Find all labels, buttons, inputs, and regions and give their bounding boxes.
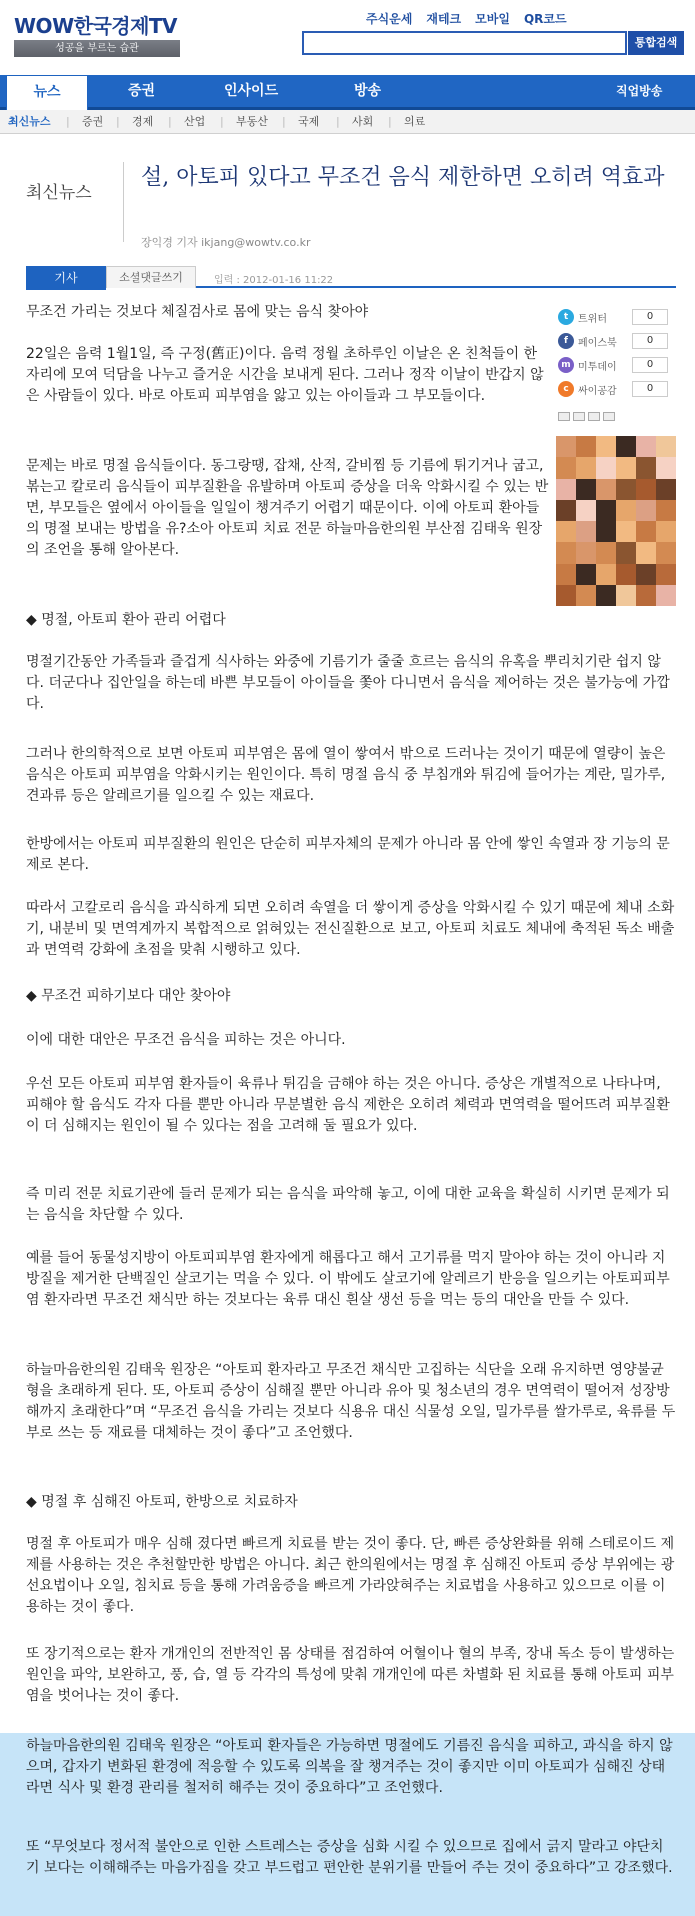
photo-pixel (616, 479, 636, 500)
nav-inside[interactable]: 인사이드 (224, 83, 279, 99)
photo-pixel (596, 500, 616, 521)
paragraph: 문제는 바로 명절 음식들이다. 동그랑땡, 잡채, 산적, 갈비찜 등 기름에 튀기거나 굽고, 볶는고 칼로리 음식들이 피부질환을 유발하며 아토피 증상을 더욱 악화시킬 수 있는 반면, 부모들은 옆에서 아이들을 일일이 챙겨주기 어렵기 때문이다. 이에 아토피 환아들의 명절 보내는 방법을 유?소아 아토피 치료 전문 하늘마음한의원 부산점 김태욱 원장의 조언을 통해 알아본다. (26, 458, 549, 558)
paragraph: 그러나 한의학적으로 보면 아토피 피부염은 몸에 열이 쌓여서 밖으로 드러나는 것이기 때문에 열량이 높은 음식은 아토피 피부염을 악화시키는 원인이다. 특히 명절 음식 중 부침개와 튀김에 들어가는 계란, 밀가루, 견과류 등은 알레르기를 일으킬 수 있는 재료다. (26, 746, 666, 804)
main-nav (0, 75, 695, 110)
photo-pixel (616, 436, 636, 457)
photo-pixel (556, 457, 576, 478)
photo-pixel (636, 436, 656, 457)
subnav-medical[interactable]: 의료 (404, 115, 426, 128)
photo-pixel (596, 479, 616, 500)
photo-pixel (556, 436, 576, 457)
subnav-realestate[interactable]: 부동산 (236, 115, 268, 128)
photo-pixel (576, 542, 596, 563)
site-header (0, 0, 695, 70)
photo-pixel (576, 479, 596, 500)
nav-stock[interactable]: 증권 (128, 83, 156, 99)
photo-pixel (616, 457, 636, 478)
logo-slogan: 성공을 부르는 습관 (14, 40, 180, 57)
social-share-box (558, 305, 678, 401)
photo-pixel (556, 542, 576, 563)
top-link-fortune[interactable]: 주식운세 (366, 12, 413, 26)
logo-text: WOW한국경제TV (14, 14, 178, 38)
photo-pixel (656, 521, 676, 542)
photo-pixel (556, 479, 576, 500)
photo-pixel (616, 500, 636, 521)
section-label: 최신뉴스 (26, 183, 92, 203)
photo-pixel (556, 500, 576, 521)
top-link-qrcode[interactable]: QR코드 (523, 12, 567, 26)
title-divider (123, 162, 124, 242)
paragraph: 따라서 고칼로리 음식을 과식하게 되면 오히려 속열을 더 쌓이게 증상을 악화시킬 수 있기 때문에 체내 소화기, 내분비 및 면역계까지 복합적으로 얽혀있는 전신질환으로 보고, 아토피 치료도 체내에 축적된 독소 배출과 면역력 강화에 초점을 맞춰 시행하고 있다. (26, 900, 675, 958)
site-logo[interactable] (14, 14, 182, 58)
photo-pixel (576, 585, 596, 606)
photo-pixel (556, 585, 576, 606)
nav-news[interactable]: 뉴스 (6, 75, 88, 110)
photo-pixel (636, 479, 656, 500)
section-heading: ◆ 명절 후 심해진 아토피, 한방으로 치료하자 (26, 1494, 298, 1510)
font-plus-icon[interactable] (588, 412, 600, 421)
share-count: 0 (632, 357, 668, 373)
share-count: 0 (632, 381, 668, 397)
share-facebook[interactable] (558, 329, 678, 353)
search-button[interactable]: 통합검색 (628, 31, 684, 55)
tab-social-comments[interactable]: 소셜댓글쓰기 (106, 266, 196, 288)
byline: 장익경 기자 ikjang@wowtv.co.kr (141, 236, 311, 249)
share-cyworld[interactable] (558, 377, 678, 401)
photo-pixel (636, 564, 656, 585)
subnav-international[interactable]: 국제 (298, 115, 320, 128)
photo-pixel (596, 564, 616, 585)
print-icon[interactable] (558, 412, 570, 421)
photo-pixel (656, 457, 676, 478)
photo-pixel (616, 521, 636, 542)
photo-pixel (616, 585, 636, 606)
photo-pixel (656, 500, 676, 521)
subnav-economy[interactable]: 경제 (132, 115, 154, 128)
photo-pixel (596, 585, 616, 606)
paragraph: 한방에서는 아토피 피부질환의 원인은 단순히 피부자체의 문제가 아니라 몸 안에 쌓인 속열과 장 기능의 문제로 본다. (26, 836, 670, 873)
paragraph: 이에 대한 대안은 무조건 음식을 피하는 것은 아니다. (26, 1032, 346, 1048)
paragraph: 하늘마음한의원 김태욱 원장은 “아토피 환자라고 무조건 채식만 고집하는 식단을 오래 유지하면 영양불균형을 초래하게 된다. 또, 아토피 증상이 심해질 뿐만 아니라 유아 및 청소년의 경우 면역력이 떨어져 성장방해까지 초래한다”며 “무조건 음식을 가리는 것보다 식용유 대신 식물성 오일, 밀가루를 쌀가루로, 육류를 두부로 쓰는 등 재료를 대체하는 것이 좋다”고 조언했다. (26, 1362, 676, 1441)
paragraph: 즉 미리 전문 치료기관에 들러 문제가 되는 음식을 파악해 놓고, 이에 대한 교육을 확실히 시키면 문제가 되는 음식을 차단할 수 있다. (26, 1186, 670, 1223)
article-title: 설, 아토피 있다고 무조건 음식 제한하면 오히려 역효과 (141, 165, 665, 190)
paragraph: 우선 모든 아토피 피부염 환자들이 육류나 튀김을 금해야 하는 것은 아니다. 증상은 개별적으로 나타나며, 피해야 할 음식도 각자 다를 뿐만 아니라 무분별한 음식 제한은 오히려 체력과 면역력을 떨어뜨려 피부질환이 더 심해지는 원인이 될 수 있다는 점을 고려해 둘 필요가 있다. (26, 1076, 670, 1134)
search-input[interactable] (302, 31, 627, 55)
photo-pixel (576, 500, 596, 521)
subnav-society[interactable]: 사회 (352, 115, 374, 128)
photo-pixel (556, 564, 576, 585)
photo-pixel (576, 436, 596, 457)
paragraph: 명절 후 아토피가 매우 심해 졌다면 빠르게 치료를 받는 것이 좋다. 단, 빠른 증상완화를 위해 스테로이드 제제를 사용하는 것은 추천할만한 방법은 아니다. 최근 한의원에서는 명절 후 심해진 아토피 증상 부위에는 광선요법이나 오일, 침치료 등을 통해 가려움증을 빠르게 가라앉혀주는 치료법을 사용하고 있으므로 이를 이용하는 것이 좋다. (26, 1536, 675, 1615)
nav-job-broadcast[interactable]: 직업방송 (616, 84, 663, 98)
photo-pixel (656, 479, 676, 500)
photo-pixel (616, 542, 636, 563)
photo-pixel (596, 521, 616, 542)
tool-icons (558, 412, 615, 421)
photo-pixel (656, 542, 676, 563)
share-label: 페이스북 (578, 337, 617, 349)
share-label: 싸이공감 (578, 385, 617, 397)
subnav-latest[interactable]: 최신뉴스 (8, 115, 51, 128)
photo-pixel (636, 500, 656, 521)
photo-pixel (556, 521, 576, 542)
font-minus-icon[interactable] (603, 412, 615, 421)
photo-pixel (576, 521, 596, 542)
photo-pixel (636, 457, 656, 478)
section-heading: ◆ 무조건 피하기보다 대안 찾아야 (26, 988, 231, 1004)
subnav-stock[interactable]: 증권 (82, 115, 104, 128)
paragraph: 또 장기적으로는 환자 개개인의 전반적인 몸 상태를 점검하여 어혈이나 혈의 부족, 장내 독소 등이 발생하는 원인을 파악, 보완하고, 풍, 습, 열 등 각각의 특성에 맞춰 개개인에 따른 차별화 된 치료를 통해 아토피 피부염을 벗어나는 것이 좋다. (26, 1646, 675, 1704)
paragraph: 하늘마음한의원 김태욱 원장은 “아토피 환자들은 가능하면 명절에도 기름진 음식을 피하고, 과식을 하지 않으며, 갑자기 변화된 환경에 적응할 수 있도록 의복을 잘 챙겨주는 것이 좋지만 이미 아토피가 심해진 상태라면 식사 및 환경 관리를 철저히 해주는 것이 중요하다”고 조언했다. (26, 1738, 673, 1796)
share-twitter[interactable] (558, 305, 678, 329)
subnav-industry[interactable]: 산업 (184, 115, 206, 128)
me2day-icon: m (558, 357, 574, 373)
photo-pixel (636, 585, 656, 606)
nav-broadcast[interactable]: 방송 (354, 83, 382, 99)
photo-pixel (576, 564, 596, 585)
photo-pixel (616, 564, 636, 585)
photo-pixel (596, 436, 616, 457)
paragraph: 또 “무엇보다 정서적 불안으로 인한 스트레스는 증상을 심화 시킬 수 있으므로 집에서 긁지 말라고 야단치기 보다는 이해해주는 마음가짐을 갖고 부드럽고 편안한 분위기를 만들어 주는 것이 중요하다”고 강조했다. (26, 1839, 673, 1876)
section-heading: ◆ 명절, 아토피 환아 관리 어렵다 (26, 612, 226, 628)
sub-nav: 최신뉴스 | 증권 | 경제 | 산업 | 부동산 | 국제 | 사회 | 의료 (0, 110, 695, 134)
photo-pixel (636, 521, 656, 542)
email-icon[interactable] (573, 412, 585, 421)
share-count: 0 (632, 309, 668, 325)
top-link-finance[interactable]: 재테크 (426, 12, 462, 26)
top-links (366, 10, 567, 27)
highlighted-quote (0, 1733, 695, 1916)
paragraph: 예를 들어 동물성지방이 아토피피부염 환자에게 해롭다고 해서 고기류를 먹지 말아야 하는 것이 아니라 지방질을 제거한 단백질인 살코기는 먹을 수 있다. 이 밖에도 살코기에 알레르기 반응을 일으키는 아토피피부염 환자라면 무조건 채식만 하는 것보다는 육류 대신 흰살 생선 등을 먹는 등의 대안을 만들 수 있다. (26, 1250, 670, 1308)
top-link-mobile[interactable]: 모바일 (475, 12, 510, 26)
photo-pixel (596, 542, 616, 563)
paragraph: 22일은 음력 1월1일, 즉 구정(舊正)이다. 음력 정월 초하루인 이날은 온 친척들이 한자리에 모여 덕담을 나누고 즐거운 시간을 보내게 된다. 그러나 정작 이날이 반갑지 않은 사람들이 있다. 바로 아토피 피부염을 앓고 있는 아이들과 그 부모들이다. (26, 346, 544, 404)
photo-pixel (636, 542, 656, 563)
photo-pixel (656, 564, 676, 585)
photo-pixel (656, 585, 676, 606)
photo-pixel (596, 457, 616, 478)
share-label: 트위터 (578, 313, 607, 325)
subheadline: 무조건 가리는 것보다 체질검사로 몸에 맞는 음식 찾아야 (26, 304, 369, 320)
twitter-icon: t (558, 309, 574, 325)
tab-article[interactable]: 기사 (26, 266, 106, 290)
share-count: 0 (632, 333, 668, 349)
publish-date: 입력 : 2012-01-16 11:22 (214, 275, 334, 286)
facebook-icon: f (558, 333, 574, 349)
share-me2day[interactable] (558, 353, 678, 377)
photo-pixel (656, 436, 676, 457)
photo-pixel (576, 457, 596, 478)
paragraph: 명절기간동안 가족들과 즐겁게 식사하는 와중에 기름기가 줄줄 흐르는 음식의 유혹을 뿌리치기란 쉽지 않다. 더군다나 집안일을 하는데 바쁜 부모들이 아이들을 쫓아 다니면서 음식을 제어하는 것은 불가능에 가깝다. (26, 654, 670, 712)
cyworld-icon: c (558, 381, 574, 397)
article-photo (556, 436, 676, 606)
share-label: 미투데이 (578, 361, 617, 373)
